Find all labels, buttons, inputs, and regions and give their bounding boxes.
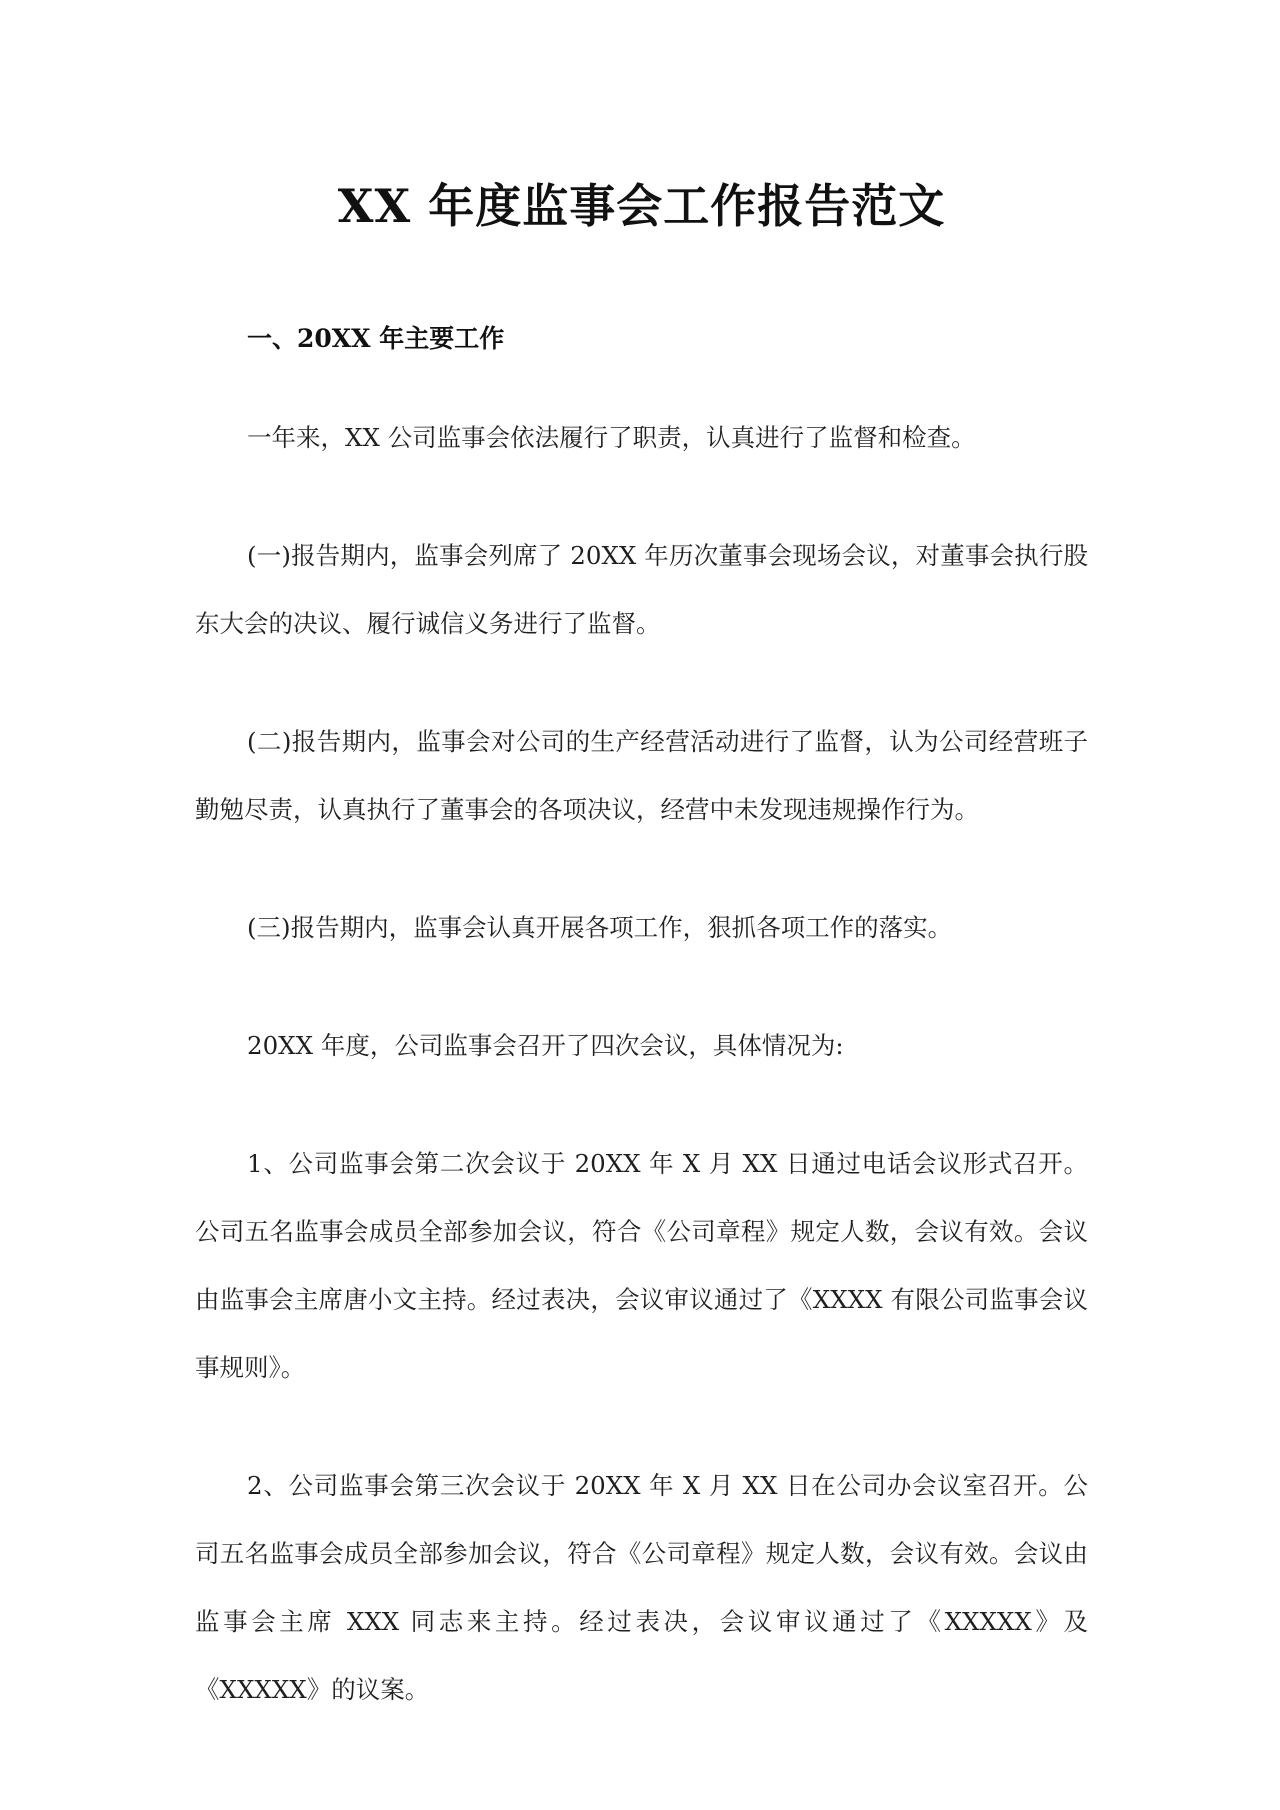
paragraph-meeting-2: 2、公司监事会第三次会议于 20XX 年 X 月 XX 日在公司办会议室召开。公司五名监事会成员全部参加会议，符合《公司章程》规定人数，会议有效。会议由监事会主席 XXX 同志来主持。经过表决，会议审议通过了《XXXXX》及《XXXXX》的议案。 — [195, 1471, 1088, 1704]
section-heading: 一、20XX 年主要工作 — [247, 324, 505, 353]
paragraph-meetings-summary: 20XX 年度，公司监事会召开了四次会议，具体情况为: — [247, 1031, 844, 1060]
paragraph-meeting-1: 1、公司监事会第二次会议于 20XX 年 X 月 XX 日通过电话会议形式召开。公司五名监事会成员全部参加会议，符合《公司章程》规定人数，会议有效。会议由监事会主席唐小文主持。经过表决，会议审议通过了《XXXX 有限公司监事会议事规则》。 — [195, 1149, 1088, 1382]
document-title: XX 年度监事会工作报告范文 — [337, 179, 946, 233]
paragraph-item-1: (一)报告期内，监事会列席了 20XX 年历次董事会现场会议，对董事会执行股东大会的决议、履行诚信义务进行了监督。 — [195, 541, 1088, 638]
paragraph-item-3: (三)报告期内，监事会认真开展各项工作，狠抓各项工作的落实。 — [247, 913, 953, 942]
document-body — [195, 176, 1088, 1724]
paragraph-intro: 一年来，XX 公司监事会依法履行了职责，认真进行了监督和检查。 — [247, 423, 976, 452]
paragraph-item-2: (二)报告期内，监事会对公司的生产经营活动进行了监督，认为公司经营班子勤勉尽责，认真执行了董事会的各项决议，经营中未发现违规操作行为。 — [195, 727, 1088, 824]
